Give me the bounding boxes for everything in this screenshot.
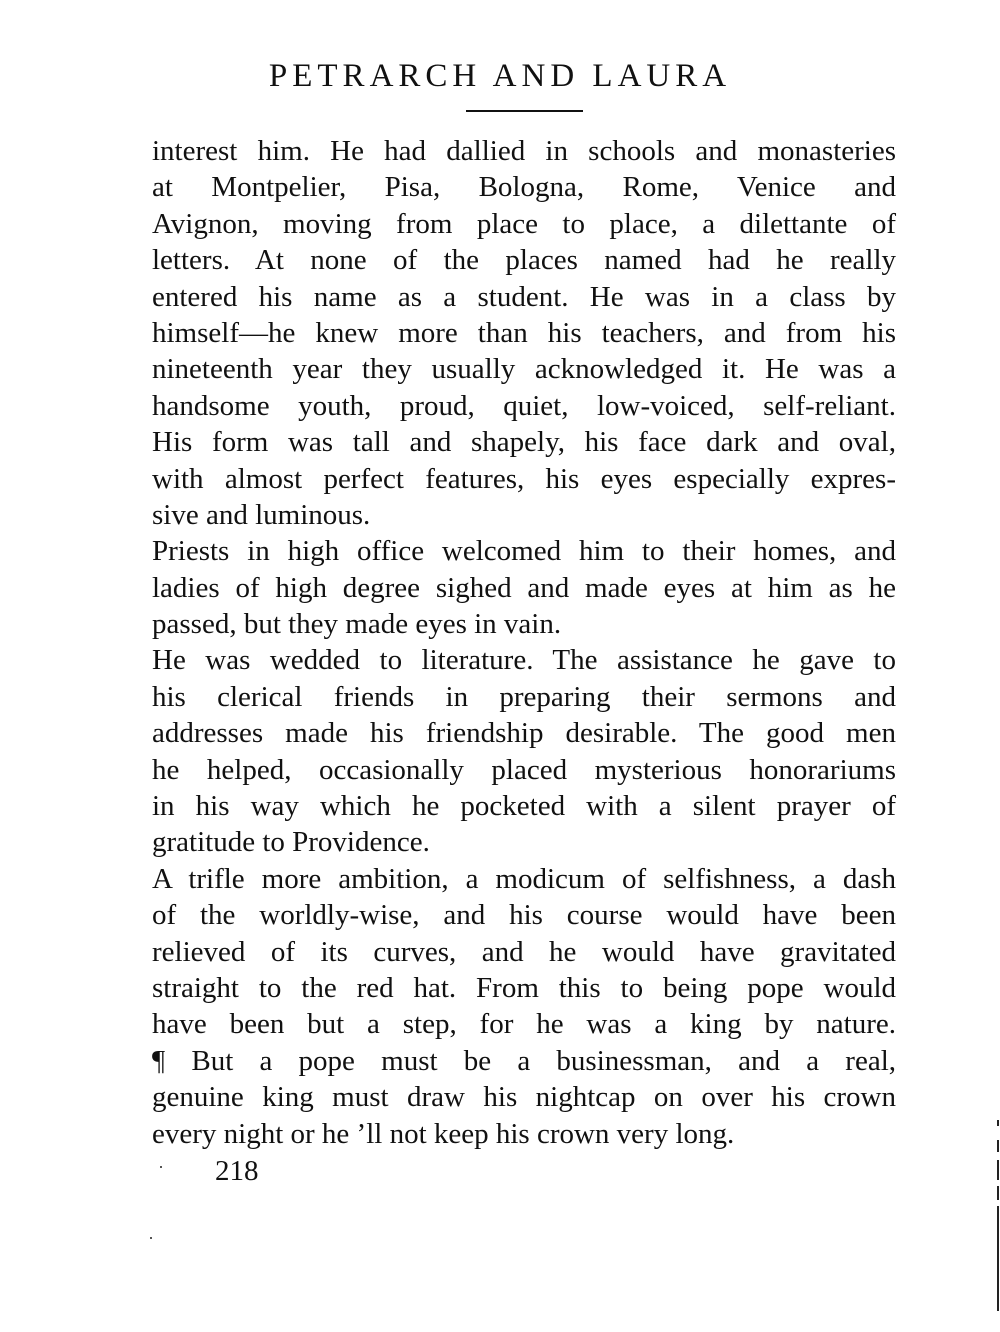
- scan-edge-mark: [997, 1186, 999, 1200]
- text-line: ¶ But a pope must be a businessman, and a real,: [152, 1044, 896, 1077]
- text-line: gratitude to Providence.: [152, 826, 430, 859]
- text-line: Priests in high office welcomed him to their homes, and: [152, 535, 896, 568]
- text-line: of the worldly-wise, and his course would have been: [152, 899, 896, 932]
- text-line: ladies of high degree sighed and made eyes at him as he: [152, 571, 896, 604]
- text-line: himself—he knew more than his teachers, and from his: [152, 316, 896, 349]
- paragraph-3: [152, 642, 896, 860]
- header-rule: [466, 110, 583, 112]
- scan-speck: [150, 1237, 152, 1239]
- text-line: straight to the red hat. From this to being pope would: [152, 971, 896, 1004]
- text-line: nineteenth year they usually acknowledged it. He was a: [152, 353, 896, 386]
- text-line: addresses made his friendship desirable. The good men: [152, 717, 896, 750]
- text-line: with almost perfect features, his eyes especially expres-: [152, 462, 896, 495]
- scan-edge-mark: [997, 1206, 999, 1311]
- scan-edge-mark: [997, 1140, 999, 1152]
- page-number: 218: [215, 1155, 259, 1187]
- text-line: every night or he ’ll not keep his crown very long.: [152, 1117, 735, 1150]
- text-line: relieved of its curves, and he would have gravitated: [152, 935, 896, 968]
- text-line: A trifle more ambition, a modicum of selfishness, a dash: [152, 862, 896, 895]
- text-line: entered his name as a student. He was in a class by: [152, 280, 896, 313]
- text-line: passed, but they made eyes in vain.: [152, 608, 562, 641]
- text-line: at Montpelier, Pisa, Bologna, Rome, Venice and: [152, 171, 896, 204]
- text-line: Avignon, moving from place to place, a dilettante of: [152, 207, 896, 240]
- text-line: He was wedded to literature. The assistance he gave to: [152, 644, 896, 677]
- text-line: letters. At none of the places named had he really: [152, 244, 896, 277]
- body-text: [152, 133, 896, 1152]
- text-line: in his way which he pocketed with a silent prayer of: [152, 790, 896, 823]
- scan-speck: [160, 1166, 162, 1168]
- text-line: handsome youth, proud, quiet, low-voiced, self-reliant.: [152, 389, 896, 422]
- scan-edge-mark: [997, 1160, 999, 1180]
- paragraph-4: [152, 861, 896, 1152]
- text-line: interest him. He had dallied in schools and monasteries: [152, 135, 896, 167]
- text-line: his clerical friends in preparing their sermons and: [152, 680, 896, 713]
- text-line: genuine king must draw his nightcap on over his crown: [152, 1081, 896, 1114]
- text-line: sive and luminous.: [152, 498, 371, 531]
- text-line: he helped, occasionally placed mysterious honorariums: [152, 753, 896, 786]
- scan-edge-mark: [997, 1120, 999, 1126]
- running-head: PETRARCH AND LAURA: [268, 58, 732, 94]
- paragraph-1: [152, 133, 896, 533]
- paragraph-2: [152, 533, 896, 642]
- text-line: His form was tall and shapely, his face dark and oval,: [152, 426, 896, 459]
- text-line: have been but a step, for he was a king by nature.: [152, 1008, 896, 1041]
